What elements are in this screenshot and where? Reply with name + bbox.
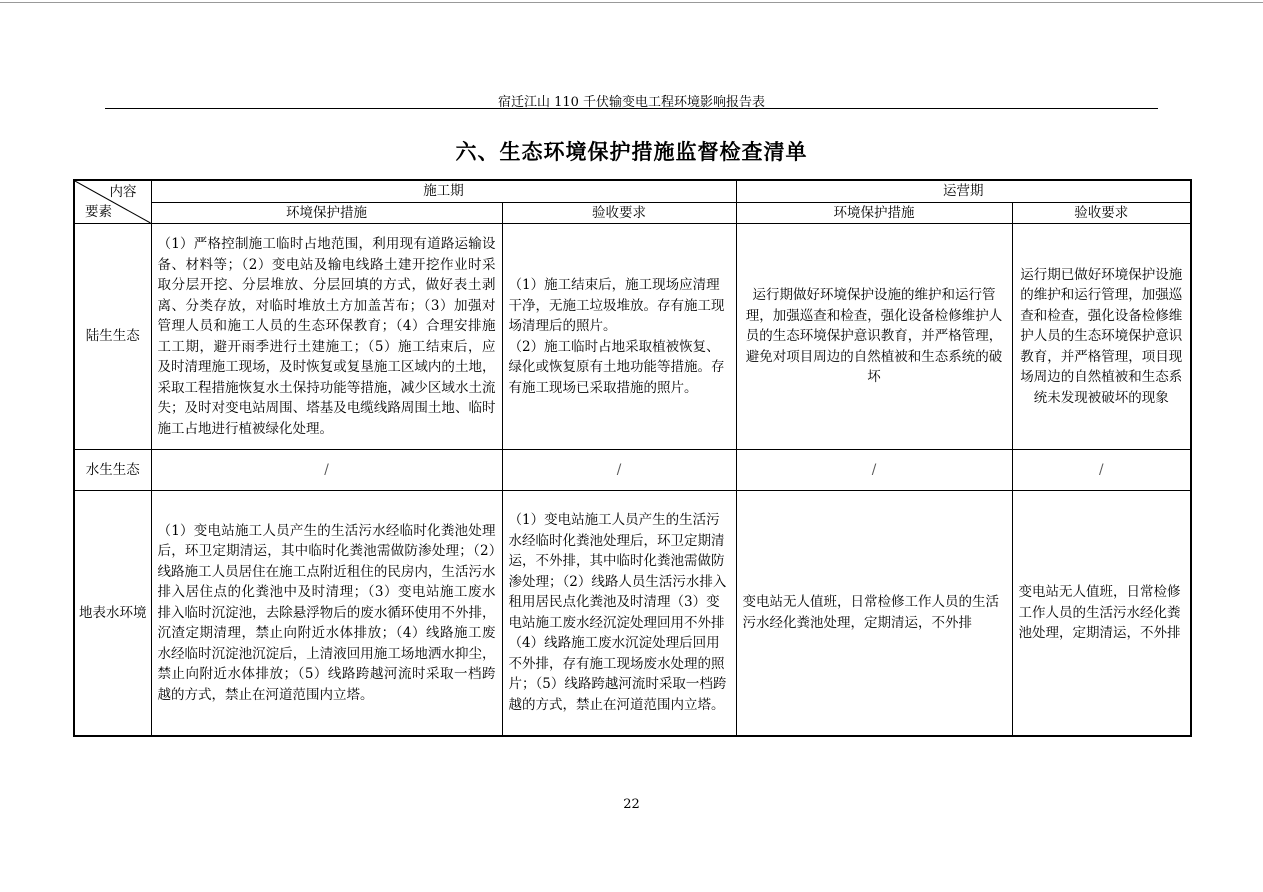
running-header: 宿迁江山 110 千伏输变电工程环境影响报告表 [497,95,766,110]
subheader-construction-measures: 环境保护措施 [151,202,502,224]
table-row [74,491,1191,736]
factor-surface-water: 地表水环境 [74,491,151,736]
corner-content-label: 内容 [109,184,137,200]
phase-header-operation: 运营期 [736,180,1191,202]
operation-acceptance-cell: 运行期已做好环境保护设施的维护和运行管理，加强巡查和检查，强化设备检修维护人员的生态环境保护意识教育，并严格管理，项目现场周边的自然植被和生态系统未发现被破坏的现象 [1012,224,1191,450]
header-rule [105,108,1158,109]
corner-factor-label: 要素 [85,203,112,220]
empty-slash-cell: / [151,450,502,491]
subheader-operation-acceptance: 验收要求 [1012,202,1191,224]
operation-measures-cell: 变电站无人值班，日常检修工作人员的生活污水经化粪池处理，定期清运，不外排 [736,491,1012,736]
eco-checklist-table [73,179,1192,737]
empty-slash-cell: / [736,450,1012,491]
empty-slash-cell: / [502,450,736,491]
factor-terrestrial-ecology: 陆生生态 [74,224,151,450]
top-border-line [0,2,1263,3]
factor-aquatic-ecology: 水生生态 [74,450,151,491]
operation-measures-cell: 运行期做好环境保护设施的维护和运行管理，加强巡查和检查，强化设备检修维护人员的生态环境保护意识教育，并严格管理，避免对项目周边的自然植被和生态系统的破坏 [736,224,1012,450]
corner-header-cell [74,180,151,224]
operation-acceptance-cell: 变电站无人值班，日常检修工作人员的生活污水经化粪池处理，定期清运，不外排 [1012,491,1191,736]
construction-acceptance-cell: （1）施工结束后，施工现场应清理干净，无施工垃圾堆放。存有施工现场清理后的照片。 （2）施工临时占地采取植被恢复、绿化或恢复原有土地功能等措施。存有施工现场已采取措施的照片。 [502,224,736,450]
empty-slash-cell: / [1012,450,1191,491]
table-row [74,224,1191,450]
subheader-construction-acceptance: 验收要求 [502,202,736,224]
construction-measures-cell: （1）变电站施工人员产生的生活污水经临时化粪池处理后，环卫定期清运，其中临时化粪池需做防渗处理；（2）线路施工人员居住在施工点附近租住的民房内，生活污水排入居住点的化粪池中及时清理；（3）变电站施工废水排入临时沉淀池，去除悬浮物后的废水循环使用不外排，沉渣定期清理，禁止向附近水体排放；（4）线路施工废水经临时沉淀池沉淀后，上清液回用施工场地洒水抑尘，禁止向附近水体排放；（5）线路跨越河流时采取一档跨越的方式，禁止在河道范围内立塔。 [151,491,502,736]
page-number: 22 [623,797,640,812]
section-title: 六、生态环境保护措施监督检查清单 [455,140,808,164]
construction-measures-cell: （1）严格控制施工临时占地范围，利用现有道路运输设备、材料等；（2）变电站及输电线路土建开挖作业时采取分层开挖、分层堆放、分层回填的方式，做好表土剥离、分类存放，对临时堆放土方加盖苫布；（3）加强对管理人员和施工人员的生态环保教育；（4）合理安排施工工期，避开雨季进行土建施工；（5）施工结束后，应及时清理施工现场，及时恢复或复垦施工区域内的土地，采取工程措施恢复水土保持功能等措施，减少区域水土流失；及时对变电站周围、塔基及电缆线路周围土地、临时施工占地进行植被绿化处理。 [151,224,502,450]
subheader-operation-measures: 环境保护措施 [736,202,1012,224]
table-row [74,450,1191,491]
construction-acceptance-cell: （1）变电站施工人员产生的生活污水经临时化粪池处理后，环卫定期清运，不外排，其中临时化粪池需做防渗处理；（2）线路人员生活污水排入租用居民点化粪池及时清理（3）变电站施工废水经沉淀处理回用不外排 （4）线路施工废水沉淀处理后回用不外排，存有施工现场废水处理的照片；（5）线路跨越河流时采取一档跨越的方式，禁止在河道范围内立塔。 [502,491,736,736]
phase-header-construction: 施工期 [151,180,736,202]
